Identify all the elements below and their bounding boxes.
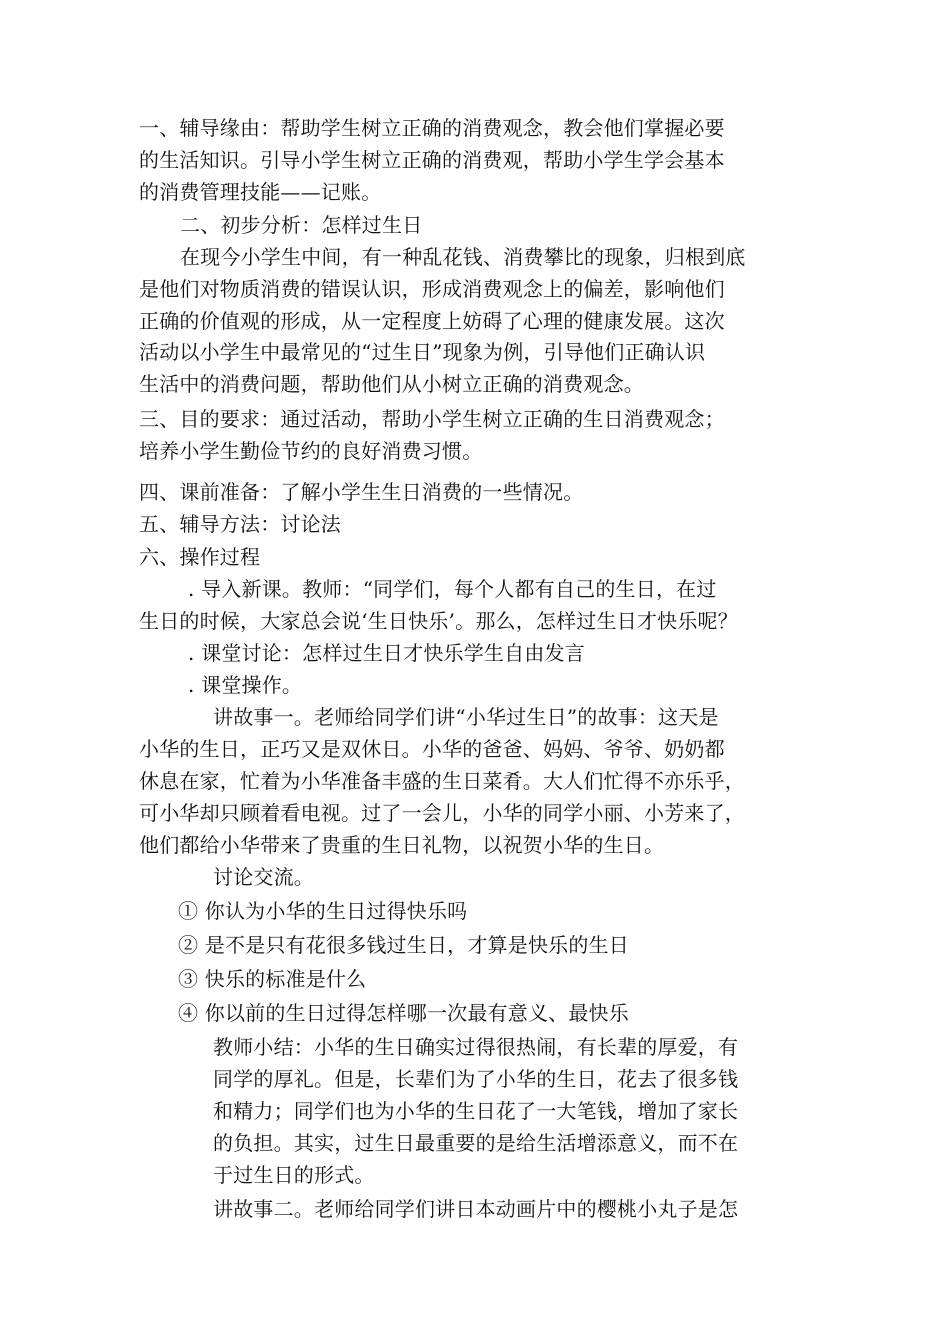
- list-item: ③ 快乐的标准是什么: [178, 967, 367, 991]
- text-line: 讲故事二。老师给同学们讲日本动画片中的樱桃小丸子是怎: [213, 1197, 739, 1221]
- text-line: 生日的时候，大家总会说‘生日快乐’。那么，怎样过生日才快乐呢？: [139, 609, 738, 633]
- text-line: 正确的价值观的形成，从一定程度上妨碍了心理的健康发展。这次: [139, 309, 725, 333]
- text-line: . 课堂操作。: [188, 673, 303, 697]
- text-line: . 导入新课。教师：“同学们，每个人都有自己的生日，在过: [188, 577, 717, 601]
- text-line: 在现今小学生中间，有一种乱花钱、消费攀比的现象，归根到底: [180, 245, 746, 269]
- text-line: 同学的厚礼。但是，长辈们为了小华的生日，花去了很多钱: [213, 1067, 739, 1091]
- text-line: 的消费管理技能——记账。: [139, 180, 382, 204]
- text-line: 教师小结：小华的生日确实过得很热闹，有长辈的厚爱，有: [213, 1035, 739, 1059]
- list-item: ④ 你以前的生日过得怎样哪一次最有意义、最快乐: [178, 1001, 629, 1025]
- text-line: 六、操作过程: [139, 545, 261, 569]
- text-line: . 课堂讨论：怎样过生日才快乐学生自由发言: [188, 641, 585, 665]
- text-line: 一、辅导缘由：帮助学生树立正确的消费观念，教会他们掌握必要: [139, 116, 725, 140]
- text-line: 可小华却只顾着看电视。过了一会儿，小华的同学小丽、小芳来了，: [139, 801, 745, 825]
- text-line: 讨论交流。: [213, 865, 314, 889]
- text-line: 小华的生日，正巧又是双休日。小华的爸爸、妈妈、爷爷、奶奶都: [139, 737, 725, 761]
- text-line: 活动以小学生中最常见的“过生日”现象为例，引导他们正确认识: [139, 340, 706, 364]
- text-line: 的负担。其实，过生日最重要的是给生活增添意义，而不在: [213, 1131, 739, 1155]
- section-heading: 二、初步分析：怎样过生日: [180, 213, 423, 237]
- text-line: 是他们对物质消费的错误认识，形成消费观念上的偏差，影响他们: [139, 277, 725, 301]
- text-line: 生活中的消费问题，帮助他们从小树立正确的消费观念。: [139, 372, 644, 396]
- list-item: ② 是不是只有花很多钱过生日，才算是快乐的生日: [178, 933, 629, 957]
- text-line: 三、目的要求：通过活动，帮助小学生树立正确的生日消费观念；: [139, 407, 725, 431]
- list-item: ① 你认为小华的生日过得快乐吗: [178, 899, 468, 923]
- text-line: 四、课前准备：了解小学生生日消费的一些情况。: [139, 480, 584, 504]
- text-line: 讲故事一。老师给同学们讲“小华过生日”的故事：这天是: [213, 705, 719, 729]
- text-line: 休息在家，忙着为小华准备丰盛的生日菜肴。大人们忙得不亦乐乎，: [139, 769, 745, 793]
- text-line: 他们都给小华带来了贵重的生日礼物，以祝贺小华的生日。: [139, 833, 665, 857]
- text-line: 培养小学生勤俭节约的良好消费习惯。: [139, 439, 483, 463]
- text-line: 的生活知识。引导小学生树立正确的消费观，帮助小学生学会基本: [139, 148, 725, 172]
- text-line: 和精力；同学们也为小华的生日花了一大笔钱，增加了家长: [213, 1099, 739, 1123]
- text-line: 于过生日的形式。: [213, 1163, 375, 1187]
- text-line: 五、辅导方法：讨论法: [139, 512, 341, 536]
